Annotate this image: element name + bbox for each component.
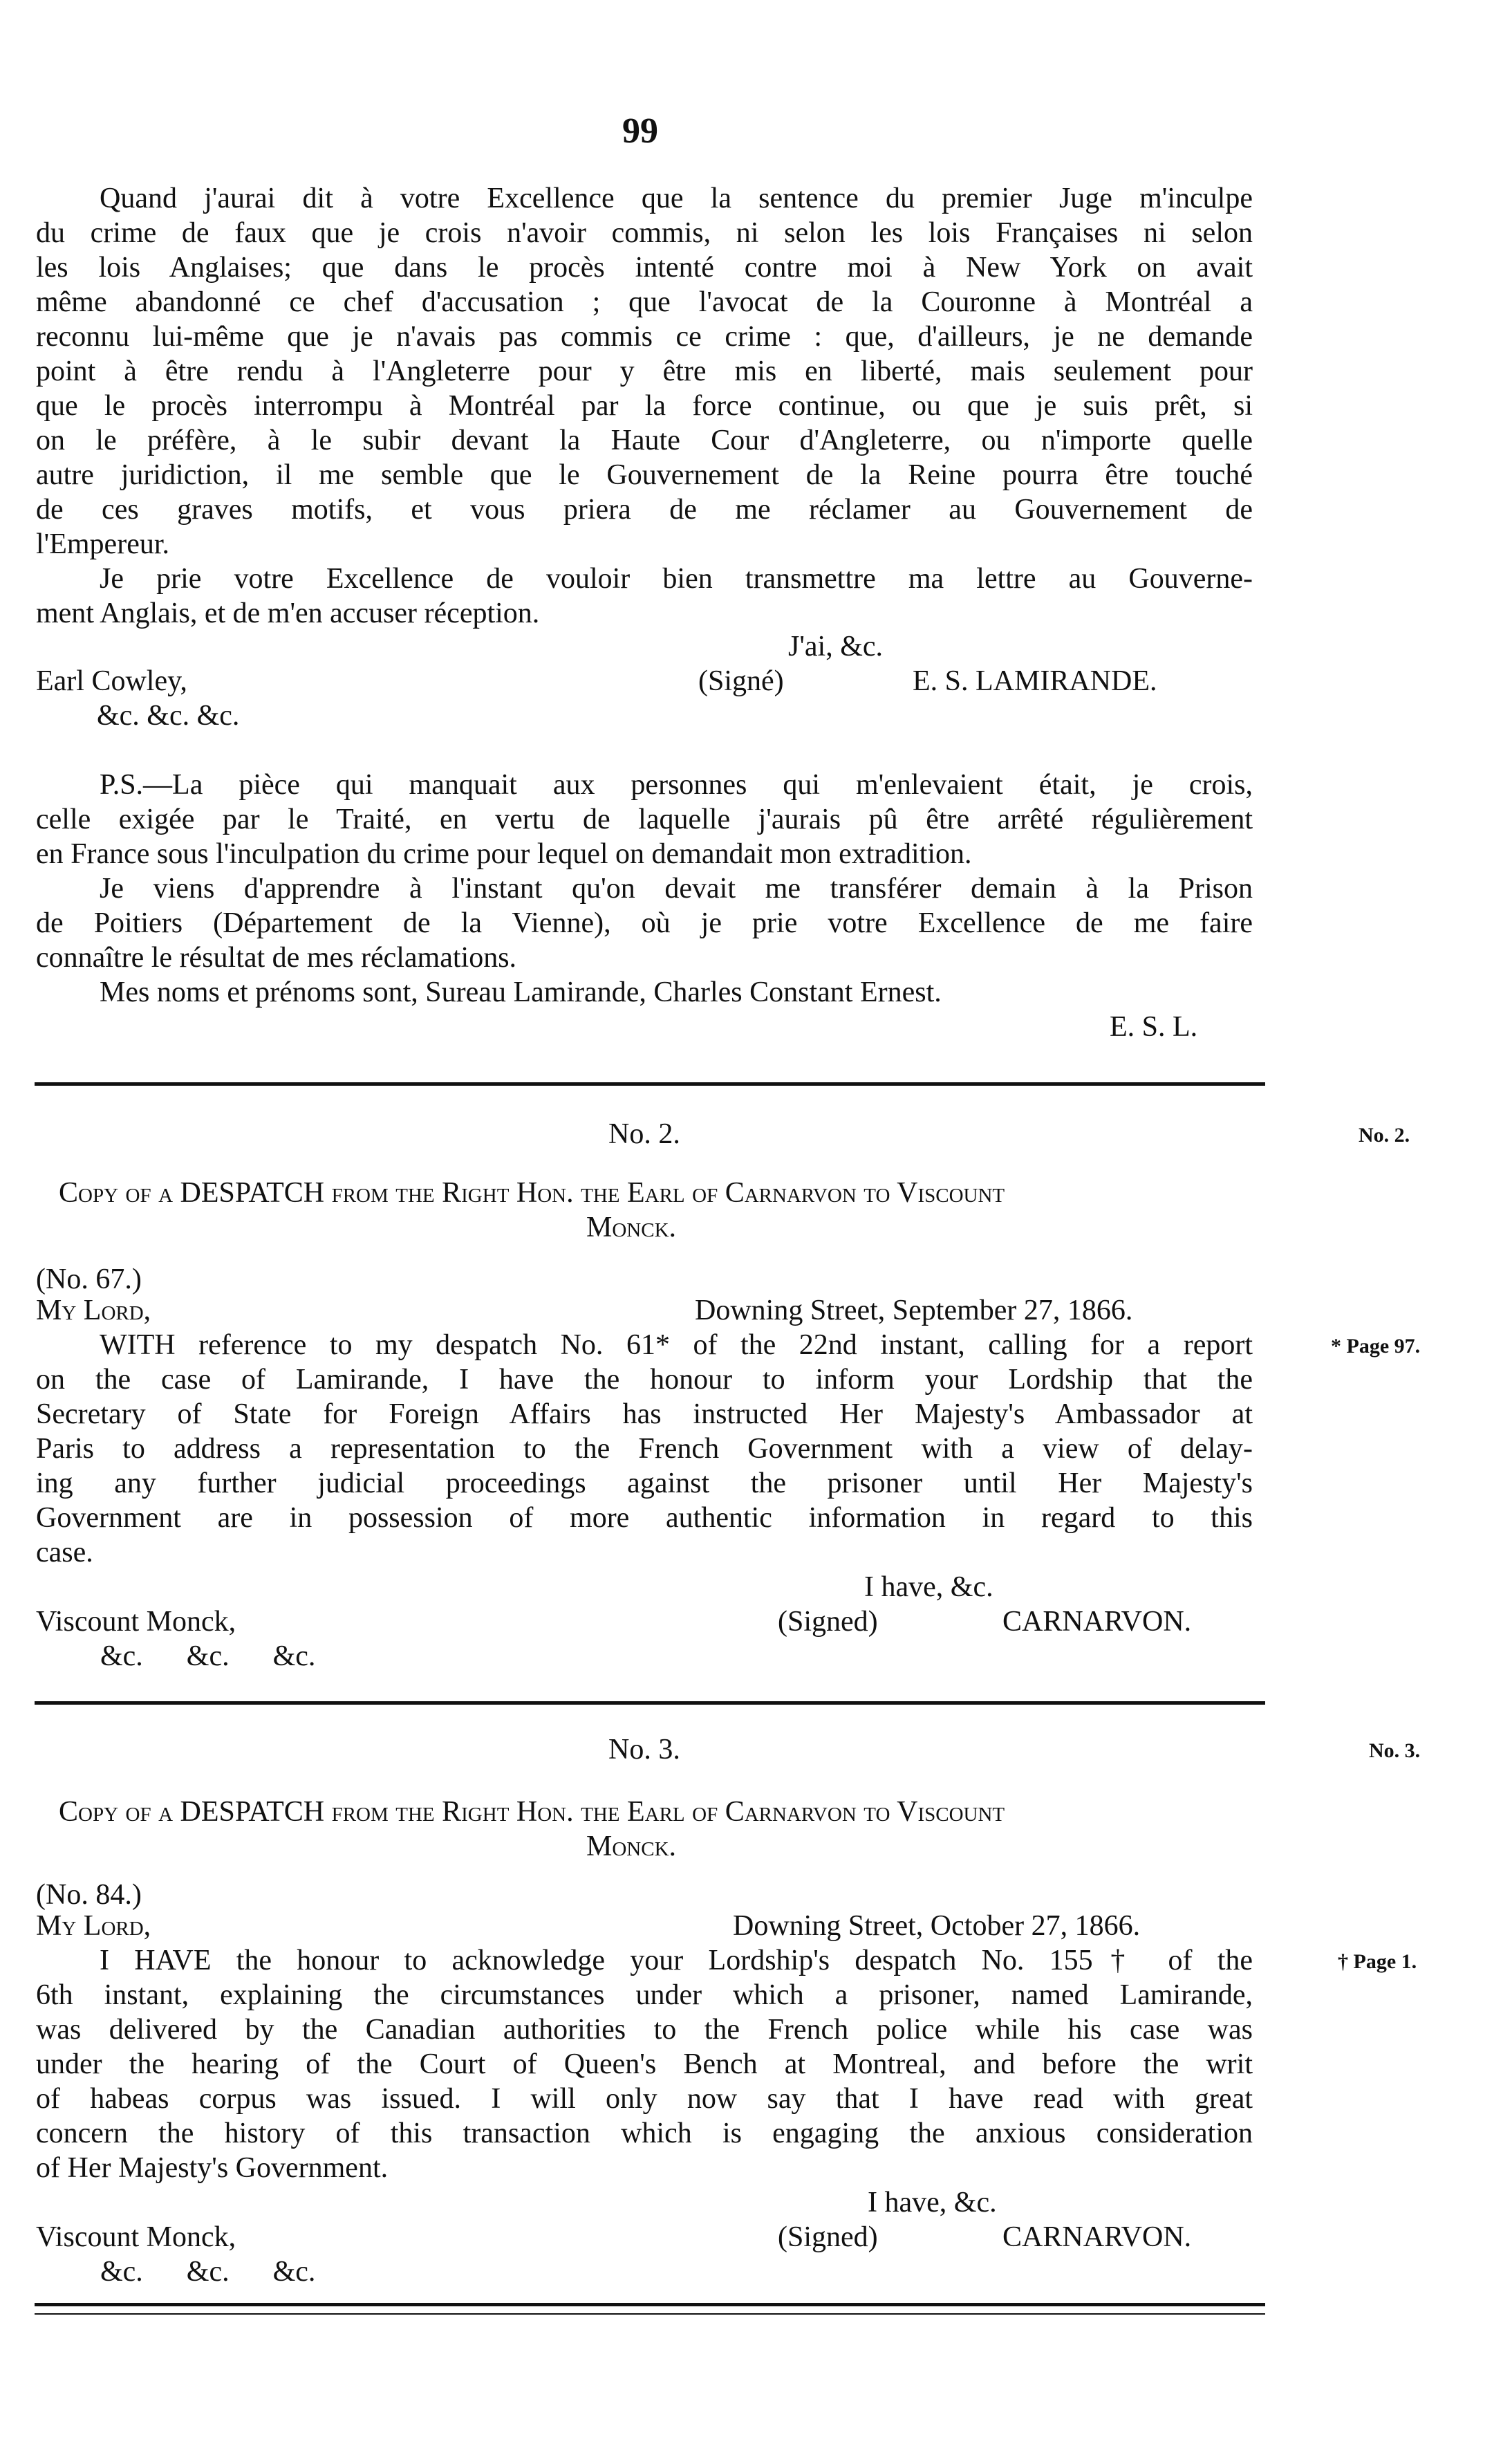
no3-signed-label: (Signed): [778, 2221, 878, 2253]
no3-body-line: concern the history of this transaction which is engaging the anxious consideration: [36, 2118, 1253, 2149]
section-divider: [35, 1701, 1265, 1705]
ps-line: Mes noms et prénoms sont, Sureau Lamirande, Charles Constant Ernest.: [100, 976, 942, 1008]
letter1-line: point à être rendu à l'Angleterre pour y être mis en liberté, mais seulement pour: [36, 355, 1253, 387]
section-divider: [35, 2303, 1265, 2306]
letter1-line: ment Anglais, et de m'en accuser réception.: [36, 598, 540, 629]
no2-body-line: on the case of Lamirande, I have the honour to inform your Lordship that the: [36, 1364, 1253, 1396]
letter1-etc: &c. &c. &c.: [97, 700, 240, 732]
no2-salutation: My Lord,: [36, 1295, 151, 1326]
letter1-line: de ces graves motifs, et vous priera de me réclamer au Gouvernement de: [36, 494, 1253, 526]
ps-line: de Poitiers (Département de la Vienne), où je prie votre Excellence de me faire: [36, 907, 1253, 939]
no2-body-line: Secretary of State for Foreign Affairs has instructed Her Majesty's Ambassador at: [36, 1398, 1253, 1430]
ps-line: en France sous l'inculpation du crime pour lequel on demandait mon extradition.: [36, 838, 972, 870]
no2-body-line: case.: [36, 1537, 93, 1568]
no3-body-line: of Her Majesty's Government.: [36, 2152, 389, 2184]
no3-title-continued: Monck.: [586, 1831, 677, 1862]
letter1-line: que le procès interrompu à Montréal par la force continue, ou que je suis prêt, si: [36, 390, 1253, 422]
letter1-signed-label: (Signé): [698, 665, 784, 697]
no2-body-line: Government are in possession of more authentic information in regard to this: [36, 1502, 1253, 1534]
no2-title-continued: Monck.: [586, 1212, 677, 1243]
no2-heading: No. 2.: [608, 1118, 680, 1150]
no3-body-line: of habeas corpus was issued. I will only now say that I have read with great: [36, 2083, 1253, 2115]
ps-line: Je viens d'apprendre à l'instant qu'on devait me transférer demain à la Prison: [100, 873, 1253, 905]
letter1-line: les lois Anglaises; que dans le procès intenté contre moi à New York on avait: [36, 252, 1253, 284]
letter1-line: reconnu lui-même que je n'avais pas commis ce crime : que, d'ailleurs, je ne demande: [36, 321, 1253, 353]
no3-body-line: was delivered by the Canadian authorities to the French police while his case was: [36, 2014, 1253, 2046]
no2-etc: &c. &c. &c.: [100, 1640, 316, 1672]
letter1-line: Je prie votre Excellence de vouloir bien transmettre ma lettre au Gouverne-: [100, 563, 1253, 595]
letter1-line: Quand j'aurai dit à votre Excellence que la sentence du premier Juge m'inculpe: [100, 183, 1253, 214]
no3-dateline: Downing Street, October 27, 1866.: [733, 1910, 1141, 1942]
no2-body-line: WITH reference to my despatch No. 61* of the 22nd instant, calling for a report: [100, 1329, 1253, 1361]
no2-signed-label: (Signed): [778, 1606, 878, 1638]
page-number: 99: [622, 111, 658, 151]
letter1-signer: E. S. LAMIRANDE.: [913, 665, 1157, 697]
no2-signer: CARNARVON.: [1002, 1606, 1192, 1638]
letter1-closing: J'ai, &c.: [788, 631, 884, 663]
ps-line: P.S.—La pièce qui manquait aux personnes qui m'enlevaient était, je crois,: [100, 769, 1253, 801]
no3-footnote-margin: † Page 1.: [1338, 1950, 1417, 1973]
no2-reference: (No. 67.): [36, 1263, 142, 1295]
no2-dateline: Downing Street, September 27, 1866.: [695, 1295, 1133, 1326]
section-divider-thin: [35, 2313, 1265, 2315]
no3-etc: &c. &c. &c.: [100, 2256, 316, 2288]
no3-body-line: I HAVE the honour to acknowledge your Lordship's despatch No. 155† of the: [100, 1945, 1253, 1976]
no2-closing: I have, &c.: [864, 1571, 993, 1603]
letter1-line: du crime de faux que je crois n'avoir commis, ni selon les lois Françaises ni selon: [36, 217, 1253, 249]
no3-signer: CARNARVON.: [1002, 2221, 1192, 2253]
no3-title: Copy of a DESPATCH from the Right Hon. the Earl of Carnarvon to Viscount: [59, 1796, 1005, 1828]
section-divider: [35, 1082, 1265, 1086]
no2-margin-label: No. 2.: [1359, 1124, 1410, 1147]
letter1-addressee: Earl Cowley,: [36, 665, 187, 697]
no2-title: Copy of a DESPATCH from the Right Hon. the Earl of Carnarvon to Viscount: [59, 1177, 1005, 1209]
no2-footnote-margin: * Page 97.: [1331, 1335, 1421, 1358]
no2-body-line: ing any further judicial proceedings against the prisoner until Her Majesty's: [36, 1467, 1253, 1499]
ps-line: celle exigée par le Traité, en vertu de laquelle j'aurais pû être arrêté régulièrement: [36, 804, 1253, 835]
no3-margin-label: No. 3.: [1369, 1739, 1421, 1762]
letter1-line: on le préfère, à le subir devant la Haute Cour d'Angleterre, ou n'importe quelle: [36, 425, 1253, 456]
letter1-line: même abandonné ce chef d'accusation ; que l'avocat de la Couronne à Montréal a: [36, 286, 1253, 318]
letter1-line: autre juridiction, il me semble que le Gouvernement de la Reine pourra être touché: [36, 459, 1253, 491]
no3-body-line: 6th instant, explaining the circumstances under which a prisoner, named Lamirande,: [36, 1979, 1253, 2011]
no3-body-line: under the hearing of the Court of Queen's Bench at Montreal, and before the writ: [36, 2048, 1253, 2080]
no3-salutation: My Lord,: [36, 1910, 151, 1942]
ps-line: connaître le résultat de mes réclamations.: [36, 942, 517, 974]
letter1-initials: E. S. L.: [1110, 1011, 1198, 1043]
no3-heading: No. 3.: [608, 1734, 680, 1766]
no3-addressee: Viscount Monck,: [36, 2221, 236, 2253]
no2-addressee: Viscount Monck,: [36, 1606, 236, 1638]
no3-reference: (No. 84.): [36, 1879, 142, 1911]
no2-body-line: Paris to address a representation to the French Government with a view of delay-: [36, 1433, 1253, 1465]
letter1-line: l'Empereur.: [36, 528, 169, 560]
no3-closing: I have, &c.: [868, 2187, 997, 2218]
